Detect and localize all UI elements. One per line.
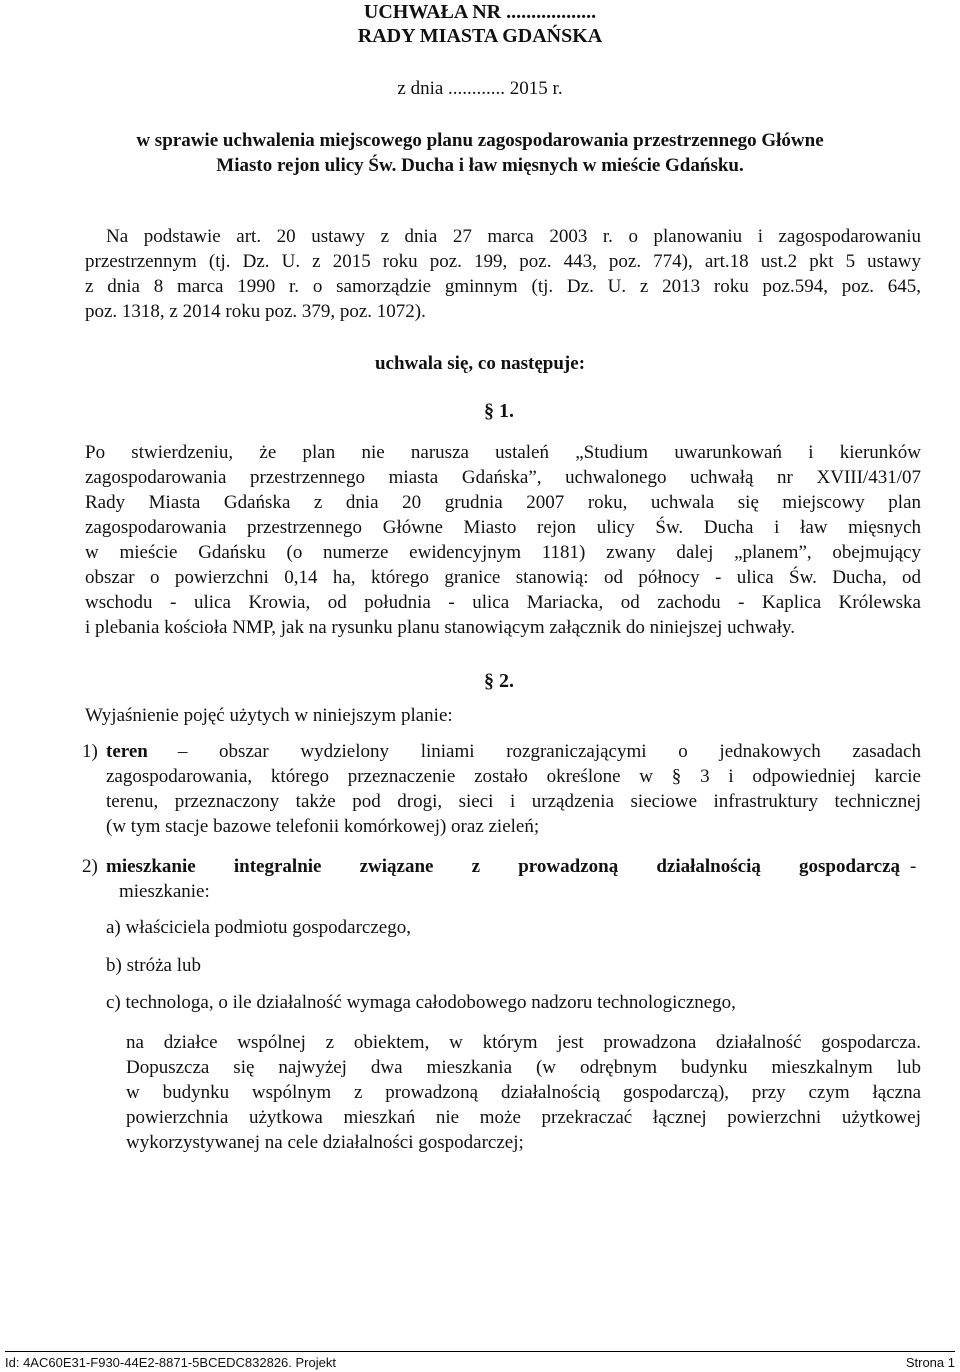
item-2-term: mieszkanie integralnie związane z prowadzoną działalnością gospodarczą: [106, 856, 900, 877]
legal-basis-line: z dnia 8 marca 1990 r. o samorządzie gminnym (tj. Dz. U. z 2013 roku poz.594, poz. 645,: [85, 276, 921, 297]
item-2-closing-line: Dopuszcza się najwyżej dwa mieszkania (w odrębnym budynku mieszkalnym lub: [126, 1057, 921, 1078]
item-2-dash: -: [910, 856, 917, 877]
item-2-number: 2): [82, 856, 98, 877]
section-2-label: § 2.: [484, 670, 514, 692]
item-2-closing-line: powierzchnia użytkowa mieszkań nie może przekraczać łącznej powierzchni użytkowej: [126, 1107, 921, 1128]
subitem-c: c) technologa, o ile działalność wymaga całodobowego nadzoru technologicznego,: [106, 992, 736, 1013]
section-1-line: w mieście Gdańsku (o numerze ewidencyjnym 1181) zwany dalej „planem”, obejmujący: [85, 542, 921, 563]
legal-basis-line: poz. 1318, z 2014 roku poz. 379, poz. 1072).: [85, 301, 426, 322]
item-2-closing-line: wykorzystywanej na cele działalności gospodarczej;: [126, 1132, 524, 1153]
subitem-a: a) właściciela podmiotu gospodarczego,: [106, 917, 411, 938]
section-2-intro: Wyjaśnienie pojęć użytych w niniejszym planie:: [85, 705, 453, 726]
page-footer: [5, 1351, 955, 1372]
item-1-first-line: [106, 741, 921, 763]
item-1-number: 1): [82, 741, 98, 762]
section-1-line: wschodu - ulica Krowia, od południa - ulica Mariacka, od zachodu - Kaplica Królewska: [85, 592, 921, 613]
section-1-line: i plebania kościoła NMP, jak na rysunku planu stanowiącym załącznik do niniejszej uchwały.: [85, 617, 796, 638]
subitem-b: b) stróża lub: [106, 955, 201, 976]
subject-line-1: w sprawie uchwalenia miejscowego planu zagospodarowania przestrzennego Główne: [136, 130, 824, 151]
item-2-closing-line: w budynku wspólnym z prowadzoną działalnością gospodarczą), przy czym łączna: [126, 1082, 921, 1103]
item-1-term: teren: [106, 741, 148, 762]
page-number: Strona 1: [905, 1355, 955, 1370]
legal-basis-line: Na podstawie art. 20 ustawy z dnia 27 marca 2003 r. o planowaniu i zagospodarowaniu: [106, 226, 921, 247]
item-1-line: zagospodarowania, którego przeznaczenie zostało określone w § 3 i odpowiedniej karcie: [106, 766, 921, 787]
item-2-line-2: mieszkanie:: [119, 881, 210, 902]
section-1-line: obszar o powierzchni 0,14 ha, którego granice stanowią: od północy - ulica Św. Ducha, od: [85, 567, 921, 588]
item-2-closing-line: na działce wspólnej z obiektem, w którym jest prowadzona działalność gospodarcza.: [126, 1032, 921, 1053]
document-id: Id: 4AC60E31-F930-44E2-8871-5BCEDC832826. Projekt: [5, 1355, 336, 1370]
section-1-line: Rady Miasta Gdańska z dnia 20 grudnia 2007 roku, uchwala się miejscowy plan: [85, 492, 921, 513]
item-1-line: terenu, przeznaczony także pod drogi, sieci i urządzenia sieciowe infrastruktury technicznej: [106, 791, 921, 812]
section-1-line: zagospodarowania przestrzennego miasta Gdańska”, uchwalonego uchwałą nr XVIII/431/07: [85, 467, 921, 488]
subject-line-2: Miasto rejon ulicy Św. Ducha i ław mięsnych w mieście Gdańsku.: [216, 155, 744, 176]
council-name: RADY MIASTA GDAŃSKA: [357, 25, 603, 47]
resolves-heading: uchwala się, co następuje:: [374, 353, 586, 374]
resolution-date: z dnia ............ 2015 r.: [397, 78, 563, 99]
item-1-definition-start: – obszar wydzielony liniami rozgraniczającymi o jednakowych zasadach: [177, 741, 921, 762]
legal-basis-line: przestrzennym (tj. Dz. U. z 2015 roku poz. 199, poz. 443, poz. 774), art.18 ust.2 pkt 5 ustawy: [85, 251, 921, 272]
section-1-label: § 1.: [484, 400, 514, 422]
section-1-line: Po stwierdzeniu, że plan nie narusza ustaleń „Studium uwarunkowań i kierunków: [85, 442, 921, 463]
section-1-line: zagospodarowania przestrzennego Główne Miasto rejon ulicy Św. Ducha i ław mięsnych: [85, 517, 921, 538]
item-1-line: (w tym stacje bazowe telefonii komórkowej) oraz zieleń;: [106, 816, 540, 837]
resolution-title: UCHWAŁA NR ..................: [363, 1, 597, 23]
